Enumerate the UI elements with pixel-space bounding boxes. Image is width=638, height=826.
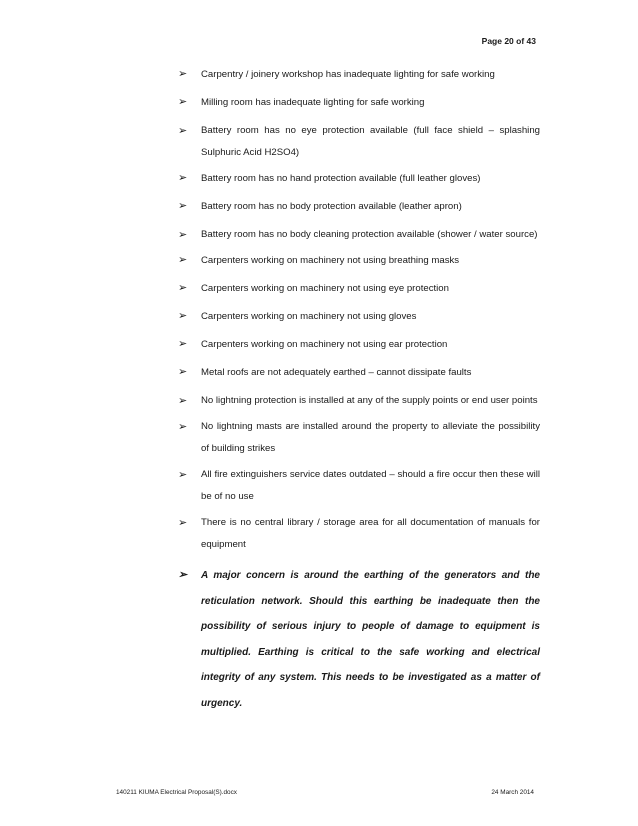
page-number: Page 20 of 43 [481,36,536,46]
findings-list [178,67,540,729]
list-item-text: No lightning protection is installed at any of the supply points or end user points [201,395,538,406]
arrow-bullet-icon: ➢ [178,469,188,481]
list-item [178,512,540,556]
arrow-bullet-icon: ➢ [178,254,188,266]
arrow-bullet-icon: ➢ [178,200,188,212]
arrow-bullet-icon: ➢ [178,338,188,350]
arrow-bullet-icon: ➢ [178,395,188,407]
arrow-bullet-icon: ➢ [178,229,188,241]
arrow-bullet-icon: ➢ [178,310,188,322]
list-item-text: Battery room has no eye protection available (full face shield – splashing Sulphuric Acid H2SO4) [201,125,540,158]
arrow-bullet-icon: ➢ [178,172,188,184]
list-item-text: Battery room has no body cleaning protection available (shower / water source) [201,229,538,240]
list-item-text: There is no central library / storage area for all documentation of manuals for equipment [201,517,540,550]
list-item [178,337,540,352]
footer-filename: 140211 KIUMA Electrical Proposal(S).docx [116,789,238,796]
arrow-bullet-icon: ➢ [178,96,188,108]
list-item-text: Milling room has inadequate lighting for safe working [201,97,425,108]
list-item-text: Battery room has no hand protection available (full leather gloves) [201,173,481,184]
footer-date: 24 March 2014 [491,789,534,796]
list-item [178,416,540,460]
list-item [178,253,540,268]
list-item-text: Carpentry / joinery workshop has inadequate lighting for safe working [201,69,495,80]
list-item [178,309,540,324]
arrow-bullet-icon: ➢ [178,68,188,80]
list-item [178,67,540,82]
list-item [178,464,540,508]
list-item [178,365,540,380]
list-item-text: Carpenters working on machinery not using breathing masks [201,255,460,266]
arrow-bullet-icon: ➢ [178,282,188,294]
arrow-bullet-icon: ➢ [178,125,188,137]
list-item [178,120,540,164]
list-item-text: No lightning masts are installed around the property to alleviate the possibility of building strikes [201,421,540,454]
list-item-text: Carpenters working on machinery not using ear protection [201,339,448,350]
list-item-text: Metal roofs are not adequately earthed – cannot dissipate faults [201,367,472,378]
list-item [178,390,540,412]
list-item-text: Carpenters working on machinery not using gloves [201,311,417,322]
list-item-text: Battery room has no body protection available (leather apron) [201,201,462,212]
list-item [178,199,540,214]
list-item-major-concern [178,563,540,716]
list-item-text: Carpenters working on machinery not using eye protection [201,283,449,294]
arrow-bullet-icon: ➢ [178,569,188,581]
list-item [178,95,540,110]
list-item-text: All fire extinguishers service dates outdated – should a fire occur then these will be of no use [201,469,540,502]
list-item [178,224,540,246]
arrow-bullet-icon: ➢ [178,517,188,529]
arrow-bullet-icon: ➢ [178,366,188,378]
list-item [178,171,540,186]
arrow-bullet-icon: ➢ [178,421,188,433]
list-item-text: A major concern is around the earthing of the generators and the reticulation network. Should this earthing be inadequate then the possibility of serious injury to people of damage to equipment is multiplied. Earthing is critical to the safe working and electrical integrity of any system. This needs to be investigated as a matter of urgency. [201,570,540,709]
list-item [178,281,540,296]
